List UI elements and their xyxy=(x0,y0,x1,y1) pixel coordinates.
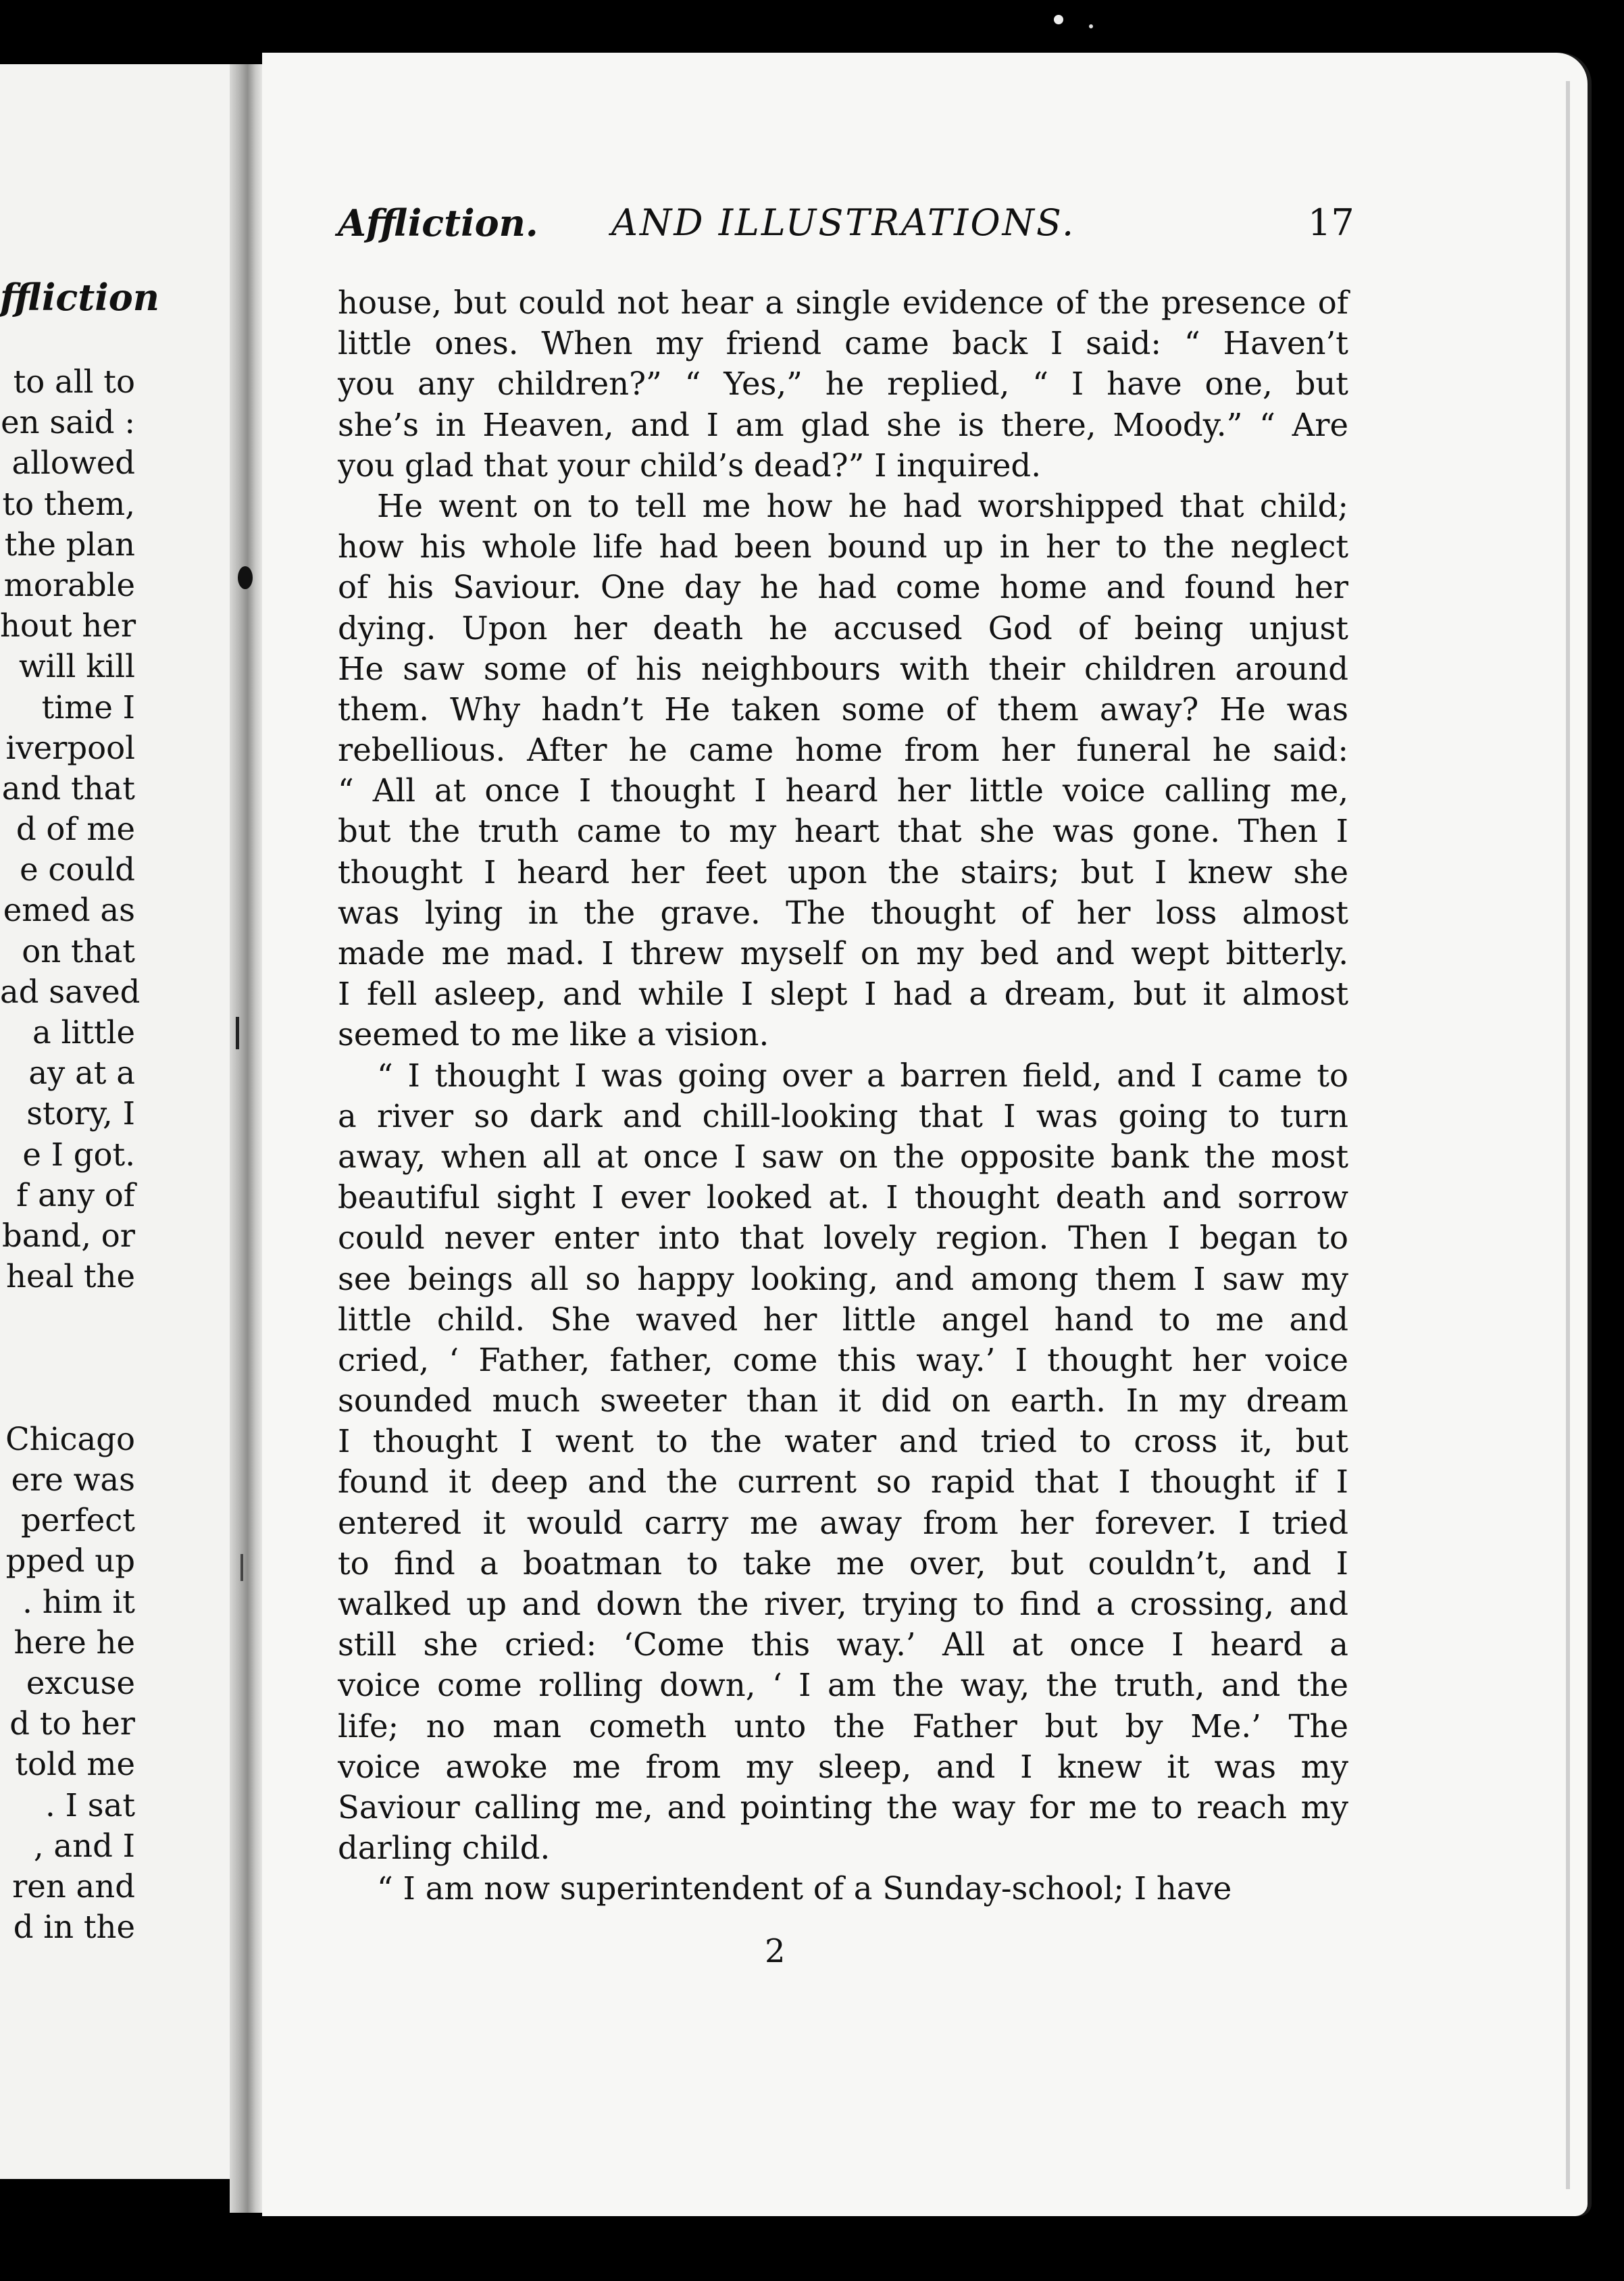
left-running-head: ffliction xyxy=(0,276,160,319)
signature-mark: 2 xyxy=(765,1932,786,1970)
left-text-line: ay at a xyxy=(28,1055,135,1092)
page-edge xyxy=(1566,81,1570,2189)
left-text-line: will kill xyxy=(19,648,135,685)
text-line: He went on to tell me how he had worshipped that child; xyxy=(377,487,1348,524)
left-text-line: time I xyxy=(41,688,135,726)
binding-mark xyxy=(238,566,253,589)
scan-speck xyxy=(1089,24,1093,28)
left-text-line: hout her xyxy=(0,607,136,645)
text-line: darling child. xyxy=(338,1830,551,1867)
text-line: house, but could not hear a single evidence of the presence of xyxy=(338,284,1348,321)
binding-mark xyxy=(236,1017,239,1049)
left-text-line: to all to xyxy=(13,364,135,400)
left-text-line xyxy=(0,1378,135,1419)
text-line: to find a boatman to take me over, but couldn’t, and I xyxy=(338,1545,1348,1582)
left-text-line: Chicago xyxy=(5,1420,135,1457)
left-text-line: story, I xyxy=(26,1095,135,1132)
text-line: still she cried: ‘Come this way.’ All at once I heard a xyxy=(338,1626,1348,1663)
left-text-line: perfect xyxy=(21,1502,135,1539)
left-text-line: here he xyxy=(14,1624,135,1661)
text-line: dying. Upon her death he accused God of being unjust xyxy=(338,609,1348,647)
left-text-line: ad saved xyxy=(0,973,141,1010)
text-line: you any children?” “ Yes,” he replied, “ I have one, but xyxy=(338,366,1348,403)
text-line: little ones. When my friend came back I said: “ Haven’t xyxy=(338,325,1348,362)
text-line: made me mad. I threw myself on my bed and wept bitterly. xyxy=(338,935,1348,972)
left-text-line: d in the xyxy=(13,1909,135,1946)
left-text-line: and that xyxy=(1,770,135,807)
text-line: voice come rolling down, ‘ I am the way, the truth, and the xyxy=(338,1667,1348,1704)
left-text-line: d of me xyxy=(16,811,135,848)
left-text-line: heal the xyxy=(6,1258,135,1295)
text-line: away, when all at once I saw on the opposite bank the most xyxy=(338,1138,1348,1175)
text-line: you glad that your child’s dead?” I inquired. xyxy=(338,447,1041,484)
text-line: “ I thought I was going over a barren field, and I came to xyxy=(377,1057,1348,1094)
text-line: I fell asleep, and while I slept I had a dream, but it almost xyxy=(338,976,1348,1013)
left-text-line: the plan xyxy=(4,526,135,563)
left-text-line xyxy=(0,1297,135,1337)
running-head-left: Affliction. xyxy=(338,201,538,245)
text-line: entered it would carry me away from her forever. I tried xyxy=(338,1504,1348,1541)
left-page-text xyxy=(0,361,141,1947)
text-line: could never enter into that lovely region. Then I began to xyxy=(338,1220,1348,1257)
page-number: 17 xyxy=(1308,201,1354,244)
text-line: them. Why hadn’t He taken some of them away? He was xyxy=(338,691,1348,728)
left-text-line: en said : xyxy=(1,404,135,441)
left-text-line: told me xyxy=(15,1746,135,1783)
text-line: life; no man cometh unto the Father but by Me.’ The xyxy=(338,1707,1348,1745)
left-text-line: ren and xyxy=(12,1868,135,1905)
left-text-line: e I got. xyxy=(22,1136,135,1173)
text-line: thought I heard her feet upon the stairs; but I knew she xyxy=(338,853,1348,891)
left-text-line: band, or xyxy=(2,1217,135,1254)
left-text-line: f any of xyxy=(16,1176,135,1213)
text-line: was lying in the grave. The thought of her loss almost xyxy=(338,894,1348,931)
text-line: see beings all so happy looking, and among them I saw my xyxy=(338,1260,1348,1297)
text-line: voice awoke me from my sleep, and I knew it was my xyxy=(338,1748,1348,1785)
left-text-line: ere was xyxy=(11,1461,135,1499)
left-text-line: excuse xyxy=(26,1665,135,1701)
left-text-line xyxy=(0,1338,135,1378)
left-text-line: iverpool xyxy=(5,729,135,766)
text-line: He saw some of his neighbours with their children around xyxy=(338,650,1348,687)
text-line: sounded much sweeter than it did on earth. In my dream xyxy=(338,1382,1348,1420)
left-text-line: e could xyxy=(20,851,135,888)
text-line: of his Saviour. One day he had come home and found her xyxy=(338,569,1348,606)
left-text-line: pped up xyxy=(5,1543,135,1580)
text-line: she’s in Heaven, and I am glad she is there, Moody.” “ Are xyxy=(338,406,1348,443)
left-text-line: to them, xyxy=(2,485,135,522)
text-line: rebellious. After he came home from her funeral he said: xyxy=(338,732,1348,769)
book-gutter xyxy=(230,64,262,2213)
scan-speck xyxy=(1054,15,1063,24)
left-facing-page xyxy=(0,64,242,2179)
left-text-line: a little xyxy=(32,1014,135,1051)
running-head-title: AND ILLUSTRATIONS. xyxy=(611,201,1076,244)
text-line: Saviour calling me, and pointing the way for me to reach my xyxy=(338,1788,1348,1826)
text-line: how his whole life had been bound up in her to the neglect xyxy=(338,528,1348,566)
left-text-line: emed as xyxy=(3,892,135,929)
text-line: little child. She waved her little angel hand to me and xyxy=(338,1301,1348,1338)
text-line: “ All at once I thought I heard her little voice calling me, xyxy=(338,772,1348,809)
text-line: cried, ‘ Father, father, come this way.’ I thought her voice xyxy=(338,1341,1348,1378)
text-line: a river so dark and chill-looking that I was going to turn xyxy=(338,1097,1348,1134)
left-text-line: on that xyxy=(22,932,135,970)
left-text-line: morable xyxy=(3,566,135,603)
text-line: beautiful sight I ever looked at. I thought death and sorrow xyxy=(338,1179,1348,1216)
left-text-line: . I sat xyxy=(45,1786,135,1824)
text-line: but the truth came to my heart that she was gone. Then I xyxy=(338,813,1348,850)
text-line: seemed to me like a vision. xyxy=(338,1016,769,1053)
text-line: walked up and down the river, trying to find a crossing, and xyxy=(338,1586,1348,1622)
left-text-line: allowed xyxy=(11,445,135,482)
text-line: I thought I went to the water and tried to cross it, but xyxy=(338,1423,1348,1460)
left-text-line: . him it xyxy=(22,1583,135,1620)
left-text-line: , and I xyxy=(33,1827,135,1864)
binding-mark xyxy=(240,1554,243,1581)
left-text-line: d to her xyxy=(9,1705,135,1743)
text-line: found it deep and the current so rapid that I thought if I xyxy=(338,1463,1348,1501)
body-text xyxy=(338,282,1348,1909)
text-line: “ I am now superintendent of a Sunday-school; I have xyxy=(377,1870,1232,1907)
